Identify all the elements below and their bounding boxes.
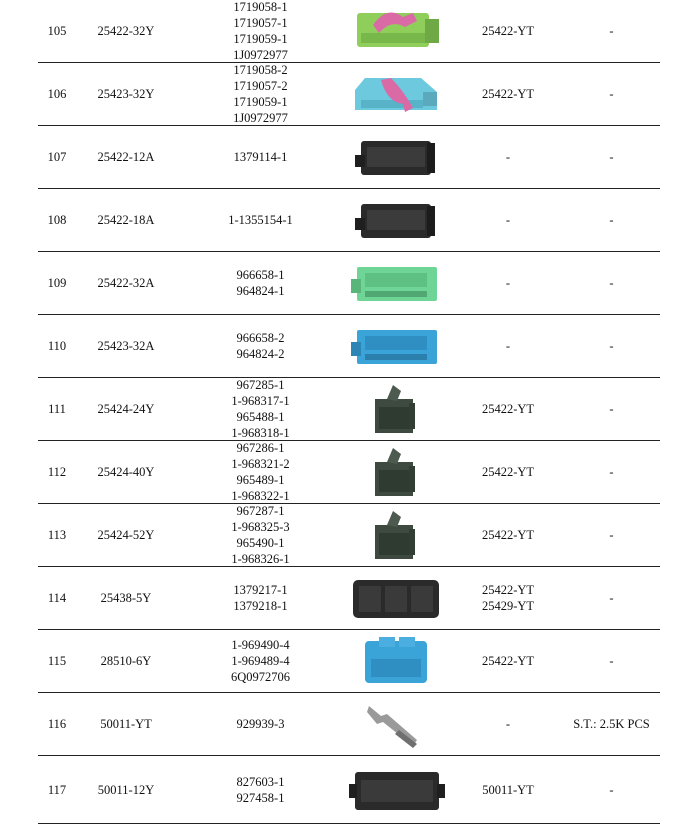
black-connector-icon: [328, 189, 460, 251]
terminal-part-number: 25422-YT: [481, 87, 535, 101]
table-row: [38, 63, 660, 126]
model-number: 25423-32A: [97, 339, 155, 353]
terminal-part-number: 25422-YT: [481, 24, 535, 38]
model-number: 25424-40Y: [97, 465, 155, 479]
terminal-part-number: -: [505, 276, 511, 290]
oem-part-numbers: [193, 63, 328, 125]
matching-terminal: [458, 0, 558, 62]
terminal-part-number: 25422-YT: [481, 402, 535, 416]
oem-part-number: 1719058-2: [233, 63, 288, 77]
table-row: [38, 756, 660, 824]
terminal-part-number: 25422-YT: [481, 465, 535, 479]
table-row: [38, 567, 660, 630]
connector-table: [38, 0, 660, 824]
table-row: [38, 378, 660, 441]
blue-housing-icon: [328, 630, 460, 692]
row-number: 106: [47, 87, 67, 101]
oem-part-number: 964824-1: [236, 284, 285, 298]
note: S.T.: 2.5K PCS: [573, 717, 650, 731]
oem-part-numbers: [193, 315, 328, 377]
matching-terminal: [458, 504, 558, 566]
table-row: [38, 693, 660, 756]
terminal-part-number: -: [505, 339, 511, 353]
dark-green-block-connector-icon: [328, 378, 460, 440]
mint-green-connector-icon: [328, 252, 460, 314]
oem-part-numbers: [193, 189, 328, 251]
oem-part-number: 1-969490-4: [231, 638, 290, 652]
table-row: [38, 189, 660, 252]
table-row: [38, 315, 660, 378]
matching-terminal: [458, 567, 558, 629]
note: -: [609, 465, 614, 479]
oem-part-number: 1379217-1: [233, 583, 288, 597]
oem-part-number: 966658-1: [236, 268, 285, 282]
row-number: 117: [47, 782, 67, 797]
model-number: 25422-12A: [97, 150, 155, 164]
terminal-part-number: 50011-YT: [482, 782, 534, 797]
model-number: 25424-24Y: [97, 402, 155, 416]
matching-terminal: [458, 252, 558, 314]
oem-part-number: 6Q0972706: [230, 670, 291, 684]
oem-part-numbers: [193, 504, 328, 566]
note: -: [609, 339, 614, 353]
oem-part-number: 1719059-1: [233, 95, 288, 109]
oem-part-number: 1-968318-1: [231, 426, 290, 440]
oem-part-number: 1719059-1: [233, 32, 288, 46]
oem-part-number: 1-968325-3: [231, 520, 290, 534]
note: -: [609, 87, 614, 101]
matching-terminal: [458, 126, 558, 188]
model-number: 25422-32A: [97, 276, 155, 290]
row-number: 116: [47, 717, 67, 731]
oem-part-number: 1-968322-1: [231, 489, 290, 503]
oem-part-number: 965489-1: [236, 473, 285, 487]
matching-terminal: [458, 315, 558, 377]
note: -: [609, 782, 614, 797]
table-row: [38, 630, 660, 693]
oem-part-number: 1719057-2: [233, 79, 288, 93]
oem-part-number: 1-969489-4: [231, 654, 290, 668]
matching-terminal: [458, 189, 558, 251]
terminal-part-number: 25429-YT: [481, 599, 535, 613]
model-number: 25422-32Y: [97, 24, 155, 38]
oem-part-numbers: [193, 0, 328, 62]
note: -: [609, 528, 614, 542]
oem-part-number: 1J0972977: [233, 48, 288, 62]
model-number: 50011-12Y: [97, 782, 155, 797]
oem-part-number: 1-968326-1: [231, 552, 290, 566]
black-housing-icon: [328, 567, 460, 629]
terminal-part-number: -: [505, 717, 511, 731]
oem-part-number: 1-1355154-1: [228, 213, 293, 227]
table-row: [38, 252, 660, 315]
matching-terminal: [458, 756, 558, 823]
oem-part-numbers: [193, 378, 328, 440]
oem-part-numbers: [193, 252, 328, 314]
matching-terminal: [458, 693, 558, 755]
oem-part-number: 967287-1: [236, 504, 285, 518]
note: -: [609, 276, 614, 290]
model-number: 25423-32Y: [97, 87, 155, 101]
oem-part-numbers: [193, 693, 328, 755]
oem-part-numbers: [193, 126, 328, 188]
oem-part-number: 1-968321-2: [231, 457, 290, 471]
blue-connector-icon: [328, 315, 460, 377]
model-number: 28510-6Y: [100, 654, 152, 668]
oem-part-number: 967286-1: [236, 441, 285, 455]
oem-part-number: 1-968317-1: [231, 394, 290, 408]
model-number: 25422-18A: [97, 213, 155, 227]
cyan-connector-with-pink-latch-icon: [328, 63, 460, 125]
oem-part-number: 964824-2: [236, 347, 285, 361]
row-number: 114: [47, 591, 67, 605]
oem-part-number: 1719057-1: [233, 16, 288, 30]
oem-part-number: 965490-1: [236, 536, 285, 550]
oem-part-number: 1719058-1: [233, 0, 288, 14]
table-row: [38, 0, 660, 63]
oem-part-numbers: [193, 441, 328, 503]
oem-part-number: 927458-1: [236, 790, 285, 805]
row-number: 115: [47, 654, 67, 668]
oem-part-number: 827603-1: [236, 774, 285, 789]
matching-terminal: [458, 63, 558, 125]
oem-part-number: 1379114-1: [233, 150, 288, 164]
row-number: 110: [47, 339, 67, 353]
black-connector-icon: [328, 126, 460, 188]
terminal-part-number: -: [505, 150, 511, 164]
note: -: [609, 402, 614, 416]
dark-green-block-connector-icon: [328, 504, 460, 566]
terminal-part-number: -: [505, 213, 511, 227]
metal-terminal-icon: [328, 693, 460, 755]
note: -: [609, 654, 614, 668]
terminal-part-number: 25422-YT: [481, 654, 535, 668]
row-number: 107: [47, 150, 67, 164]
note: -: [609, 24, 614, 38]
row-number: 108: [47, 213, 67, 227]
table-row: [38, 441, 660, 504]
row-number: 112: [47, 465, 67, 479]
oem-part-number: 929939-3: [236, 717, 285, 731]
note: -: [609, 213, 614, 227]
black-socket-connector-icon: [328, 756, 460, 823]
row-number: 113: [47, 528, 67, 542]
model-number: 25438-5Y: [100, 591, 152, 605]
green-connector-with-pink-latch-icon: [328, 0, 460, 62]
dark-green-block-connector-icon: [328, 441, 460, 503]
oem-part-number: 1379218-1: [233, 599, 288, 613]
model-number: 25424-52Y: [97, 528, 155, 542]
oem-part-number: 967285-1: [236, 378, 285, 392]
row-number: 111: [48, 402, 66, 416]
note: -: [609, 150, 614, 164]
oem-part-number: 1J0972977: [233, 111, 288, 125]
row-number: 105: [47, 24, 67, 38]
oem-part-numbers: [193, 567, 328, 629]
table-row: [38, 126, 660, 189]
matching-terminal: [458, 441, 558, 503]
note: -: [609, 591, 614, 605]
row-number: 109: [47, 276, 67, 290]
terminal-part-number: 25422-YT: [481, 583, 535, 597]
oem-part-numbers: [193, 630, 328, 692]
oem-part-number: 965488-1: [236, 410, 285, 424]
matching-terminal: [458, 378, 558, 440]
model-number: 50011-YT: [100, 717, 152, 731]
terminal-part-number: 25422-YT: [481, 528, 535, 542]
oem-part-numbers: [193, 756, 328, 823]
matching-terminal: [458, 630, 558, 692]
table-row: [38, 504, 660, 567]
oem-part-number: 966658-2: [236, 331, 285, 345]
